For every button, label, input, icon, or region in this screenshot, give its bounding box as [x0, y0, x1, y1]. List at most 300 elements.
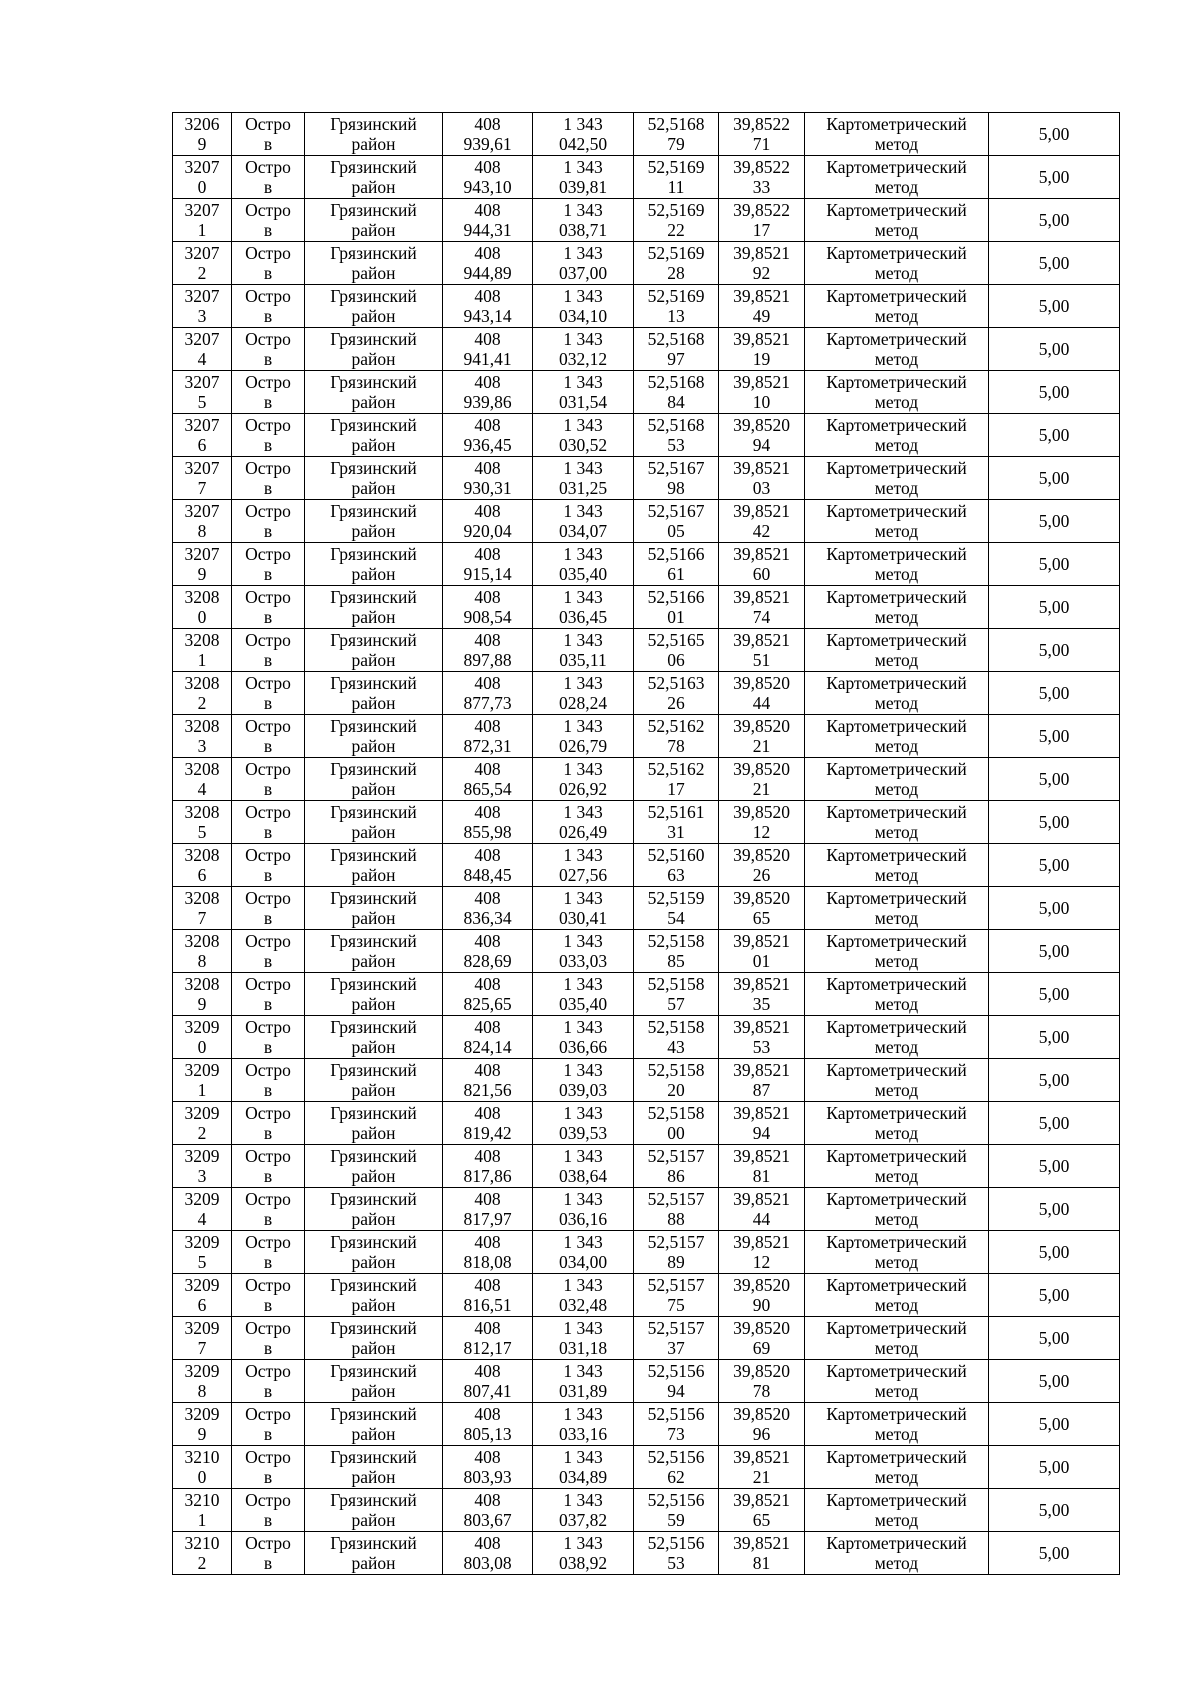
- latitude-cell: [634, 1102, 719, 1145]
- x-coordinate-cell-line-2: 872,31: [463, 736, 512, 756]
- method-cell: [805, 586, 989, 629]
- point-number-cell-line-2: 1: [197, 1080, 207, 1100]
- table-row: [173, 887, 1120, 930]
- method-cell-line-2: метод: [874, 564, 919, 584]
- longitude-cell: [719, 1188, 805, 1231]
- point-number-cell-line-2: 5: [197, 822, 207, 842]
- longitude-cell: [719, 500, 805, 543]
- y-coordinate-cell: [533, 973, 634, 1016]
- method-cell: [805, 1102, 989, 1145]
- point-number-cell: [173, 758, 232, 801]
- longitude-cell-line-2: 26: [752, 865, 771, 885]
- latitude-cell-line-1: 52,5156: [647, 1404, 705, 1424]
- longitude-cell: [719, 1016, 805, 1059]
- x-coordinate-cell-line-2: 824,14: [463, 1037, 512, 1057]
- longitude-cell-line-1: 39,8520: [733, 759, 790, 779]
- district-cell-line-2: район: [351, 736, 396, 756]
- longitude-cell-line-1: 39,8521: [733, 286, 790, 306]
- method-cell: [805, 1274, 989, 1317]
- district-cell: [305, 543, 443, 586]
- point-number-cell-line-2: 8: [197, 521, 207, 541]
- longitude-cell: [719, 113, 805, 156]
- district-cell-line-1: Грязинский: [330, 157, 417, 177]
- object-type-cell-line-1: Остро: [245, 931, 291, 951]
- district-cell-line-1: Грязинский: [330, 1361, 417, 1381]
- point-number-cell: [173, 1274, 232, 1317]
- method-cell: [805, 844, 989, 887]
- object-type-cell-line-2: в: [263, 521, 273, 541]
- point-number-cell-line-1: 3208: [184, 716, 220, 736]
- method-cell: [805, 457, 989, 500]
- y-coordinate-cell: [533, 629, 634, 672]
- district-cell: [305, 1231, 443, 1274]
- y-coordinate-cell: [533, 543, 634, 586]
- y-coordinate-cell-line-1: 1 343: [563, 845, 603, 865]
- longitude-cell: [719, 285, 805, 328]
- x-coordinate-cell: [443, 973, 533, 1016]
- y-coordinate-cell-line-2: 031,25: [558, 478, 608, 498]
- y-coordinate-cell-line-1: 1 343: [563, 1017, 603, 1037]
- object-type-cell-line-2: в: [263, 994, 273, 1014]
- latitude-cell-line-2: 22: [667, 220, 685, 240]
- district-cell: [305, 199, 443, 242]
- latitude-cell-line-1: 52,5162: [647, 716, 705, 736]
- point-number-cell: [173, 1102, 232, 1145]
- x-coordinate-cell: [443, 1274, 533, 1317]
- y-coordinate-cell-line-1: 1 343: [563, 544, 603, 564]
- method-cell-line-1: Картометрический: [826, 372, 967, 392]
- method-cell-line-2: метод: [874, 1338, 919, 1358]
- method-cell: [805, 887, 989, 930]
- table-row: [173, 1016, 1120, 1059]
- x-coordinate-cell: [443, 758, 533, 801]
- longitude-cell-line-2: 49: [752, 306, 771, 326]
- latitude-cell: [634, 1231, 719, 1274]
- point-number-cell-line-2: 9: [197, 564, 207, 584]
- longitude-cell-line-1: 39,8521: [733, 501, 790, 521]
- method-cell-line-2: метод: [874, 1467, 919, 1487]
- district-cell-line-1: Грязинский: [330, 114, 417, 134]
- object-type-cell-line-1: Остро: [245, 587, 291, 607]
- latitude-cell: [634, 457, 719, 500]
- object-type-cell-line-2: в: [263, 1209, 273, 1229]
- point-number-cell: [173, 371, 232, 414]
- longitude-cell-line-2: 90: [752, 1295, 771, 1315]
- district-cell-line-2: район: [351, 1424, 396, 1444]
- y-coordinate-cell-line-2: 036,66: [558, 1037, 608, 1057]
- latitude-cell-line-2: 37: [667, 1338, 685, 1358]
- method-cell-line-2: метод: [874, 779, 919, 799]
- method-cell: [805, 285, 989, 328]
- object-type-cell-line-1: Остро: [245, 1189, 291, 1209]
- table-row: [173, 758, 1120, 801]
- y-coordinate-cell-line-1: 1 343: [563, 1318, 603, 1338]
- y-coordinate-cell: [533, 715, 634, 758]
- latitude-cell: [634, 1016, 719, 1059]
- table-row: [173, 457, 1120, 500]
- y-coordinate-cell-line-2: 031,18: [558, 1338, 608, 1358]
- method-cell-line-1: Картометрический: [826, 845, 967, 865]
- longitude-cell-line-2: 21: [752, 1467, 771, 1487]
- latitude-cell: [634, 1360, 719, 1403]
- latitude-cell-line-2: 79: [667, 134, 685, 154]
- x-coordinate-cell-line-2: 817,86: [463, 1166, 512, 1186]
- district-cell-line-1: Грязинский: [330, 1146, 417, 1166]
- y-coordinate-cell: [533, 1145, 634, 1188]
- latitude-cell: [634, 1145, 719, 1188]
- table-row: [173, 629, 1120, 672]
- y-coordinate-cell-line-2: 038,64: [558, 1166, 608, 1186]
- object-type-cell: [232, 113, 305, 156]
- latitude-cell: [634, 758, 719, 801]
- x-coordinate-cell: [443, 844, 533, 887]
- point-number-cell-line-2: 3: [197, 1166, 207, 1186]
- object-type-cell-line-1: Остро: [245, 200, 291, 220]
- point-number-cell-line-2: 7: [197, 478, 207, 498]
- object-type-cell-line-2: в: [263, 1424, 273, 1444]
- latitude-cell: [634, 1274, 719, 1317]
- accuracy-cell: 5,00: [989, 715, 1120, 758]
- y-coordinate-cell: [533, 844, 634, 887]
- point-number-cell-line-1: 3207: [184, 286, 220, 306]
- point-number-cell: [173, 887, 232, 930]
- district-cell-line-2: район: [351, 1166, 396, 1186]
- y-coordinate-cell-line-2: 034,10: [558, 306, 608, 326]
- district-cell-line-1: Грязинский: [330, 329, 417, 349]
- x-coordinate-cell-line-2: 936,45: [463, 435, 512, 455]
- y-coordinate-cell-line-2: 034,00: [558, 1252, 608, 1272]
- district-cell: [305, 1446, 443, 1489]
- x-coordinate-cell: [443, 1446, 533, 1489]
- district-cell-line-2: район: [351, 865, 396, 885]
- accuracy-cell: 5,00: [989, 1446, 1120, 1489]
- x-coordinate-cell: [443, 328, 533, 371]
- method-cell-line-1: Картометрический: [826, 157, 967, 177]
- district-cell-line-1: Грязинский: [330, 630, 417, 650]
- y-coordinate-cell-line-2: 039,53: [558, 1123, 608, 1143]
- latitude-cell: [634, 1446, 719, 1489]
- point-number-cell-line-2: 0: [197, 1467, 207, 1487]
- object-type-cell-line-1: Остро: [245, 1060, 291, 1080]
- district-cell-line-2: район: [351, 220, 396, 240]
- district-cell-line-2: район: [351, 1467, 396, 1487]
- method-cell-line-1: Картометрический: [826, 931, 967, 951]
- y-coordinate-cell-line-2: 033,03: [558, 951, 608, 971]
- x-coordinate-cell-line-2: 803,08: [463, 1553, 512, 1573]
- point-number-cell-line-2: 6: [197, 865, 207, 885]
- district-cell: [305, 156, 443, 199]
- object-type-cell-line-2: в: [263, 564, 273, 584]
- object-type-cell: [232, 1145, 305, 1188]
- method-cell-line-2: метод: [874, 392, 919, 412]
- method-cell-line-2: метод: [874, 994, 919, 1014]
- point-number-cell: [173, 1532, 232, 1575]
- accuracy-cell: 5,00: [989, 457, 1120, 500]
- point-number-cell: [173, 328, 232, 371]
- point-number-cell-line-1: 3209: [184, 1275, 220, 1295]
- latitude-cell-line-1: 52,5156: [647, 1447, 705, 1467]
- y-coordinate-cell-line-1: 1 343: [563, 1361, 603, 1381]
- table-row: [173, 1102, 1120, 1145]
- point-number-cell-line-2: 6: [197, 435, 207, 455]
- method-cell: [805, 543, 989, 586]
- x-coordinate-cell: [443, 930, 533, 973]
- point-number-cell: [173, 113, 232, 156]
- point-number-cell: [173, 672, 232, 715]
- point-number-cell: [173, 242, 232, 285]
- latitude-cell-line-2: 13: [667, 306, 685, 326]
- accuracy-cell: 5,00: [989, 672, 1120, 715]
- table-row: [173, 672, 1120, 715]
- district-cell-line-2: район: [351, 1037, 396, 1057]
- y-coordinate-cell-line-2: 037,82: [558, 1510, 608, 1530]
- y-coordinate-cell: [533, 457, 634, 500]
- method-cell-line-1: Картометрический: [826, 458, 967, 478]
- y-coordinate-cell-line-2: 030,41: [558, 908, 608, 928]
- point-number-cell-line-2: 8: [197, 951, 207, 971]
- y-coordinate-cell-line-1: 1 343: [563, 630, 603, 650]
- object-type-cell: [232, 844, 305, 887]
- longitude-cell-line-1: 39,8520: [733, 888, 790, 908]
- point-number-cell: [173, 457, 232, 500]
- object-type-cell-line-2: в: [263, 1381, 273, 1401]
- latitude-cell: [634, 1059, 719, 1102]
- district-cell-line-1: Грязинский: [330, 286, 417, 306]
- x-coordinate-cell-line-1: 408: [474, 673, 501, 693]
- y-coordinate-cell-line-2: 038,92: [558, 1553, 608, 1573]
- longitude-cell: [719, 543, 805, 586]
- longitude-cell-line-1: 39,8522: [733, 200, 790, 220]
- longitude-cell: [719, 672, 805, 715]
- latitude-cell-line-1: 52,5156: [647, 1361, 705, 1381]
- x-coordinate-cell: [443, 242, 533, 285]
- point-number-cell: [173, 930, 232, 973]
- method-cell-line-2: метод: [874, 1123, 919, 1143]
- district-cell: [305, 672, 443, 715]
- method-cell-line-1: Картометрический: [826, 1490, 967, 1510]
- longitude-cell: [719, 1231, 805, 1274]
- longitude-cell-line-2: 71: [752, 134, 771, 154]
- x-coordinate-cell-line-2: 848,45: [463, 865, 512, 885]
- longitude-cell-line-1: 39,8520: [733, 1275, 790, 1295]
- district-cell-line-2: район: [351, 263, 396, 283]
- point-number-cell-line-1: 3209: [184, 1189, 220, 1209]
- longitude-cell-line-2: 12: [752, 1252, 771, 1272]
- x-coordinate-cell-line-1: 408: [474, 415, 501, 435]
- latitude-cell: [634, 672, 719, 715]
- y-coordinate-cell: [533, 801, 634, 844]
- object-type-cell: [232, 1274, 305, 1317]
- method-cell-line-1: Картометрический: [826, 974, 967, 994]
- accuracy-cell: 5,00: [989, 285, 1120, 328]
- method-cell: [805, 1231, 989, 1274]
- table-row: [173, 586, 1120, 629]
- method-cell-line-2: метод: [874, 1510, 919, 1530]
- latitude-cell-line-2: 53: [667, 1553, 685, 1573]
- method-cell-line-1: Картометрический: [826, 716, 967, 736]
- y-coordinate-cell-line-1: 1 343: [563, 286, 603, 306]
- y-coordinate-cell: [533, 672, 634, 715]
- longitude-cell: [719, 1317, 805, 1360]
- method-cell-line-2: метод: [874, 220, 919, 240]
- x-coordinate-cell-line-1: 408: [474, 759, 501, 779]
- x-coordinate-cell: [443, 1489, 533, 1532]
- table-row: [173, 1274, 1120, 1317]
- district-cell-line-1: Грязинский: [330, 1533, 417, 1553]
- method-cell-line-1: Картометрический: [826, 1447, 967, 1467]
- district-cell-line-2: район: [351, 693, 396, 713]
- y-coordinate-cell-line-1: 1 343: [563, 1189, 603, 1209]
- point-number-cell: [173, 844, 232, 887]
- y-coordinate-cell: [533, 1102, 634, 1145]
- longitude-cell-line-1: 39,8520: [733, 1404, 790, 1424]
- method-cell-line-1: Картометрический: [826, 544, 967, 564]
- longitude-cell-line-2: 53: [752, 1037, 771, 1057]
- method-cell: [805, 1446, 989, 1489]
- table-row: [173, 973, 1120, 1016]
- object-type-cell-line-2: в: [263, 693, 273, 713]
- longitude-cell-line-2: 81: [752, 1553, 771, 1573]
- y-coordinate-cell-line-1: 1 343: [563, 458, 603, 478]
- point-number-cell: [173, 1403, 232, 1446]
- district-cell-line-2: район: [351, 822, 396, 842]
- method-cell-line-2: метод: [874, 1252, 919, 1272]
- method-cell-line-2: метод: [874, 736, 919, 756]
- district-cell-line-1: Грязинский: [330, 974, 417, 994]
- y-coordinate-cell-line-2: 028,24: [558, 693, 608, 713]
- longitude-cell-line-1: 39,8521: [733, 1232, 790, 1252]
- object-type-cell-line-1: Остро: [245, 802, 291, 822]
- longitude-cell-line-1: 39,8520: [733, 1318, 790, 1338]
- latitude-cell-line-2: 94: [667, 1381, 685, 1401]
- table-row: [173, 1360, 1120, 1403]
- method-cell-line-1: Картометрический: [826, 1361, 967, 1381]
- latitude-cell: [634, 199, 719, 242]
- object-type-cell-line-2: в: [263, 736, 273, 756]
- y-coordinate-cell-line-2: 026,49: [558, 822, 608, 842]
- longitude-cell-line-2: 65: [752, 908, 771, 928]
- table-row: [173, 844, 1120, 887]
- method-cell: [805, 1489, 989, 1532]
- point-number-cell-line-1: 3207: [184, 458, 220, 478]
- method-cell-line-1: Картометрический: [826, 1189, 967, 1209]
- x-coordinate-cell: [443, 586, 533, 629]
- object-type-cell-line-1: Остро: [245, 630, 291, 650]
- district-cell-line-1: Грязинский: [330, 1189, 417, 1209]
- method-cell-line-1: Картометрический: [826, 329, 967, 349]
- object-type-cell-line-1: Остро: [245, 372, 291, 392]
- object-type-cell-line-2: в: [263, 1338, 273, 1358]
- longitude-cell: [719, 801, 805, 844]
- x-coordinate-cell-line-1: 408: [474, 458, 501, 478]
- method-cell: [805, 758, 989, 801]
- object-type-cell: [232, 758, 305, 801]
- method-cell-line-2: метод: [874, 1080, 919, 1100]
- table-row: [173, 1059, 1120, 1102]
- object-type-cell: [232, 629, 305, 672]
- accuracy-cell: 5,00: [989, 414, 1120, 457]
- latitude-cell-line-1: 52,5157: [647, 1275, 705, 1295]
- longitude-cell-line-2: 44: [752, 693, 771, 713]
- y-coordinate-cell-line-1: 1 343: [563, 931, 603, 951]
- district-cell-line-1: Грязинский: [330, 1447, 417, 1467]
- x-coordinate-cell-line-2: 941,41: [463, 349, 512, 369]
- latitude-cell-line-2: 17: [667, 779, 685, 799]
- object-type-cell-line-1: Остро: [245, 1275, 291, 1295]
- district-cell-line-1: Грязинский: [330, 1060, 417, 1080]
- method-cell-line-2: метод: [874, 1295, 919, 1315]
- latitude-cell-line-1: 52,5156: [647, 1490, 705, 1510]
- district-cell: [305, 887, 443, 930]
- x-coordinate-cell-line-2: 939,61: [463, 134, 512, 154]
- y-coordinate-cell-line-1: 1 343: [563, 587, 603, 607]
- table-row: [173, 1231, 1120, 1274]
- object-type-cell: [232, 543, 305, 586]
- point-number-cell: [173, 629, 232, 672]
- y-coordinate-cell: [533, 1403, 634, 1446]
- latitude-cell-line-2: 20: [667, 1080, 685, 1100]
- longitude-cell-line-1: 39,8521: [733, 587, 790, 607]
- point-number-cell-line-2: 0: [197, 1037, 207, 1057]
- latitude-cell-line-1: 52,5160: [647, 845, 705, 865]
- latitude-cell-line-2: 05: [667, 521, 685, 541]
- longitude-cell-line-2: 78: [752, 1381, 771, 1401]
- method-cell-line-2: метод: [874, 263, 919, 283]
- latitude-cell-line-2: 98: [667, 478, 685, 498]
- latitude-cell-line-1: 52,5158: [647, 1060, 705, 1080]
- point-number-cell: [173, 285, 232, 328]
- district-cell-line-1: Грязинский: [330, 1017, 417, 1037]
- method-cell-line-1: Картометрический: [826, 200, 967, 220]
- method-cell: [805, 1532, 989, 1575]
- district-cell: [305, 1059, 443, 1102]
- accuracy-cell: 5,00: [989, 113, 1120, 156]
- y-coordinate-cell: [533, 500, 634, 543]
- longitude-cell: [719, 715, 805, 758]
- y-coordinate-cell-line-1: 1 343: [563, 157, 603, 177]
- x-coordinate-cell: [443, 285, 533, 328]
- latitude-cell-line-2: 01: [667, 607, 685, 627]
- point-number-cell-line-2: 9: [197, 1424, 207, 1444]
- district-cell: [305, 113, 443, 156]
- object-type-cell-line-2: в: [263, 220, 273, 240]
- district-cell: [305, 801, 443, 844]
- object-type-cell-line-1: Остро: [245, 1103, 291, 1123]
- district-cell-line-2: район: [351, 392, 396, 412]
- longitude-cell-line-2: 60: [752, 564, 771, 584]
- district-cell-line-2: район: [351, 306, 396, 326]
- longitude-cell-line-1: 39,8521: [733, 1447, 790, 1467]
- x-coordinate-cell-line-2: 818,08: [463, 1252, 512, 1272]
- district-cell-line-2: район: [351, 1209, 396, 1229]
- y-coordinate-cell-line-1: 1 343: [563, 372, 603, 392]
- x-coordinate-cell-line-1: 408: [474, 1275, 501, 1295]
- x-coordinate-cell: [443, 414, 533, 457]
- latitude-cell-line-2: 26: [667, 693, 685, 713]
- accuracy-cell: 5,00: [989, 371, 1120, 414]
- district-cell-line-1: Грязинский: [330, 415, 417, 435]
- y-coordinate-cell: [533, 1016, 634, 1059]
- longitude-cell-line-2: 65: [752, 1510, 771, 1530]
- point-number-cell: [173, 1446, 232, 1489]
- latitude-cell-line-2: 78: [667, 736, 685, 756]
- y-coordinate-cell: [533, 1489, 634, 1532]
- latitude-cell-line-2: 61: [667, 564, 685, 584]
- method-cell-line-2: метод: [874, 1166, 919, 1186]
- accuracy-cell: 5,00: [989, 1188, 1120, 1231]
- table-row: [173, 1145, 1120, 1188]
- object-type-cell: [232, 973, 305, 1016]
